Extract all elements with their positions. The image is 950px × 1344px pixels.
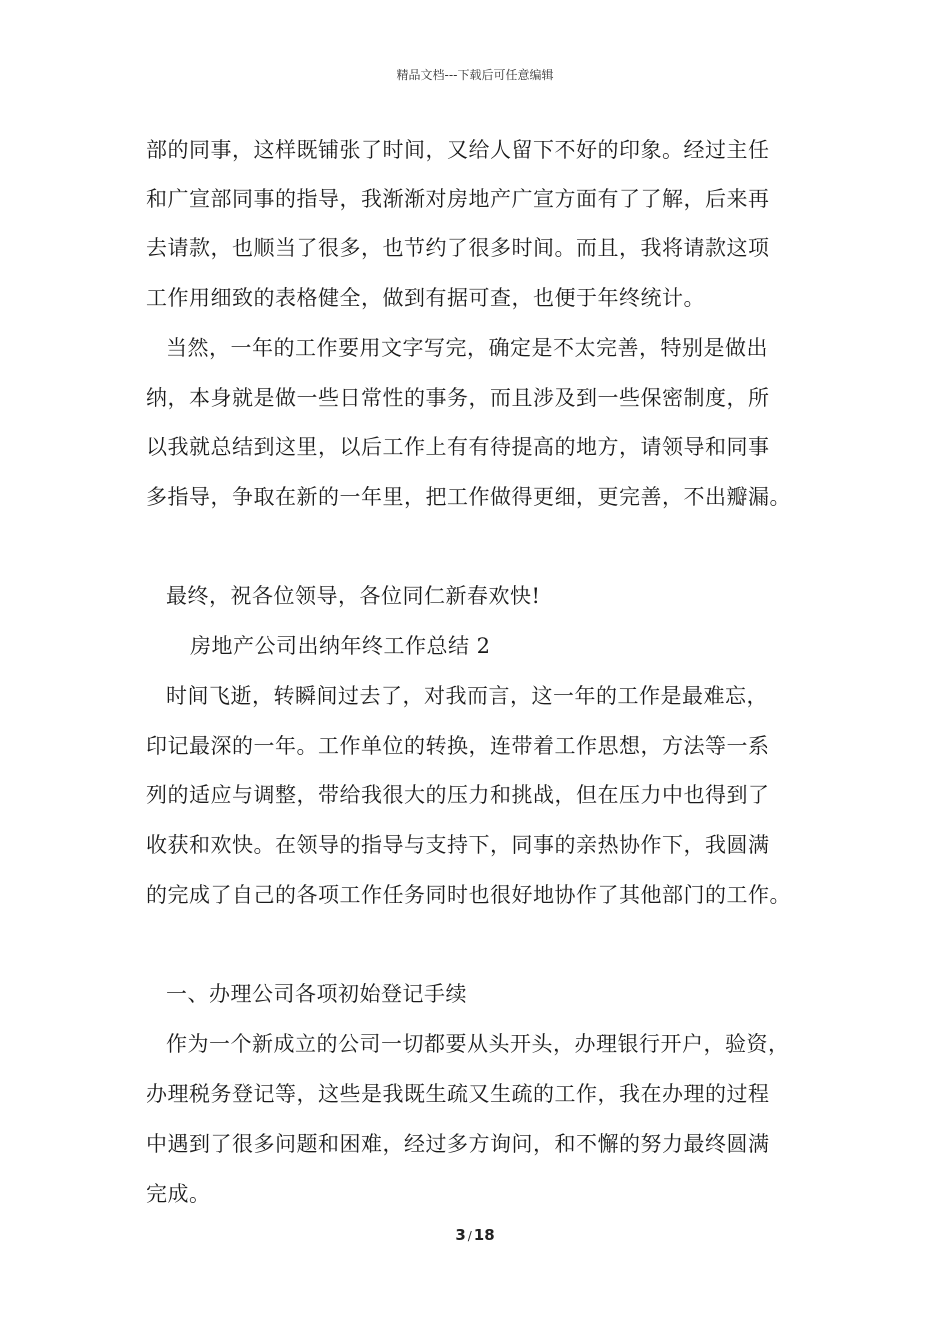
total-pages: 18 (473, 1226, 495, 1244)
body-line: 完成。 (146, 1182, 211, 1206)
body-line: 工作用细致的表格健全，做到有据可查，也便于年终统计。 (146, 286, 705, 310)
body-line: 的完成了自己的各项工作任务同时也很好地协作了其他部门的工作。 (146, 883, 791, 907)
body-line: 作为一个新成立的公司一切都要从头开头，办理银行开户，验资， (166, 1032, 790, 1056)
body-line: 列的适应与调整，带给我很大的压力和挑战，但在压力中也得到了 (146, 783, 770, 807)
page-header: 精品文档---下载后可任意编辑 (396, 68, 554, 82)
body-line: 时间飞逝，转瞬间过去了，对我而言，这一年的工作是最难忘， (166, 684, 768, 708)
body-line: 去请款，也顺当了很多，也节约了很多时间。而且，我将请款这项 (146, 236, 770, 260)
body-line: 纳，本身就是做一些日常性的事务，而且涉及到一些保密制度，所 (146, 386, 770, 410)
page-number (0, 1226, 950, 1244)
current-page: 3 (455, 1226, 466, 1244)
body-line: 多指导，争取在新的一年里，把工作做得更细，更完善，不出瓣漏。 (146, 485, 791, 509)
body-line: 收获和欢快。在领导的指导与支持下，同事的亲热协作下，我圆满 (146, 833, 770, 857)
section-heading: 一、办理公司各项初始登记手续 (166, 982, 467, 1006)
body-line: 当然，一年的工作要用文字写完，确定是不太完善，特别是做出 (166, 336, 768, 360)
body-line: 和广宣部同事的指导，我渐渐对房地产广宣方面有了了解，后来再 (146, 187, 770, 211)
page-separator: / (467, 1229, 472, 1243)
greeting-line: 最终，祝各位领导，各位同仁新春欢快! (166, 584, 541, 608)
body-line: 中遇到了很多问题和困难，经过多方询问，和不懈的努力最终圆满 (146, 1132, 770, 1156)
body-line: 以我就总结到这里，以后工作上有有待提高的地方，请领导和同事 (146, 435, 770, 459)
body-line: 印记最深的一年。工作单位的转换，连带着工作思想，方法等一系 (146, 734, 770, 758)
section-title: 房地产公司出纳年终工作总结 2 (190, 634, 491, 658)
body-line: 部的同事，这样既铺张了时间，又给人留下不好的印象。经过主任 (146, 138, 770, 162)
body-line: 办理税务登记等，这些是我既生疏又生疏的工作，我在办理的过程 (146, 1082, 770, 1106)
